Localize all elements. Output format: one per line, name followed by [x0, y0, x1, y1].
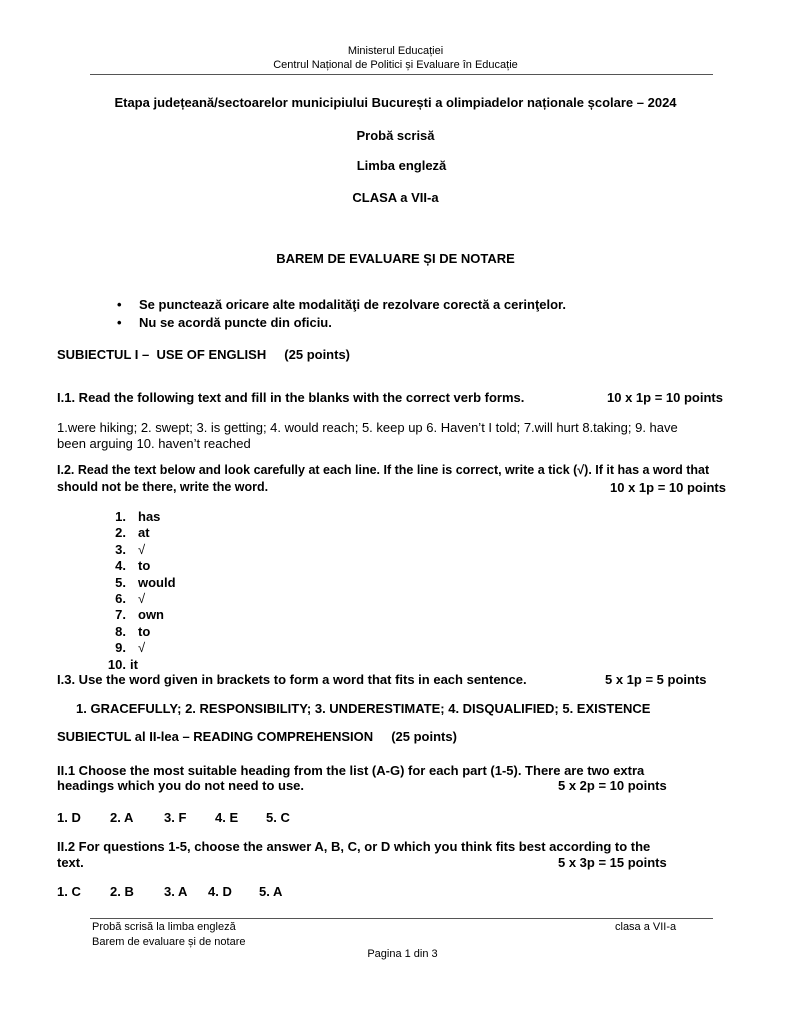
answer-item: 5. C [266, 810, 290, 825]
ii2-points: 5 x 3p = 15 points [558, 855, 667, 870]
list-item [104, 640, 176, 656]
page-title: Etapa județeană/sectoarelor municipiului București a olimpiadelor naționale școlare – 2024 [114, 95, 677, 110]
header-ministry: Ministerul Educației [347, 45, 444, 57]
list-item [104, 558, 176, 574]
answer-item: 4. D [208, 884, 232, 899]
note-item: • Nu se acordă puncte din oficiu. [115, 314, 755, 332]
i3-instruction: I.3. Use the word given in brackets to form a word that fits in each sentence. [57, 672, 527, 687]
item-value: √ [138, 591, 146, 607]
answer-item: 2. B [110, 884, 134, 899]
list-item [104, 509, 176, 525]
subject2-heading: SUBIECTUL al II-lea – READING COMPREHENSION (25 points) [57, 729, 457, 744]
note-item: • Se punctează oricare alte modalităţi de rezolvare corectă a cerinţelor. [115, 296, 755, 314]
title-subject: Limba engleză [356, 158, 447, 173]
item-number: 7. [115, 607, 126, 623]
ii1-instruction-cont: headings which you do not need to use. [57, 778, 305, 793]
ii2-instruction-cont: text. [57, 855, 84, 870]
header-center: Centrul Național de Politici și Evaluare în Educație [273, 59, 518, 71]
i2-answers [104, 509, 176, 673]
item-number: 4. [115, 558, 126, 574]
list-item [104, 542, 176, 558]
list-item [104, 607, 176, 623]
page-number: Pagina 1 din 3 [367, 948, 438, 960]
item-value: would [138, 574, 176, 590]
item-number: 1. [115, 509, 126, 524]
ii1-answers [57, 810, 290, 825]
answer-item: 5. A [259, 884, 283, 899]
item-number: 9. [115, 640, 126, 656]
item-value: has [138, 509, 161, 524]
list-item [104, 591, 176, 607]
i2-instruction: I.2. Read the text below and look carefully at each line. If the line is correct, write a tick (√). If it has a word that [57, 463, 710, 477]
barem-title: BAREM DE EVALUARE ȘI DE NOTARE [276, 251, 515, 266]
subject1-heading: SUBIECTUL I – USE OF ENGLISH (25 points) [57, 347, 351, 362]
item-number: 3. [115, 541, 126, 557]
i1-answers: 1.were hiking; 2. swept; 3. is getting; 4. would reach; 5. keep up 6. Haven’t I told; 7.will hurt 8.taking; 9. have [57, 420, 678, 435]
item-number: 6. [115, 591, 126, 607]
answer-item: 1. C [57, 884, 81, 899]
footer-class: clasa a VII-a [615, 921, 677, 933]
ii1-points: 5 x 2p = 10 points [558, 778, 667, 793]
item-value: √ [138, 640, 146, 656]
ii1-instruction: II.1 Choose the most suitable heading from the list (A-G) for each part (1-5). There are two extra [57, 763, 645, 778]
ii2-instruction: II.2 For questions 1-5, choose the answer A, B, C, or D which you think fits best according to the [57, 839, 651, 854]
ii2-answers [57, 884, 282, 899]
i1-instruction: I.1. Read the following text and fill in the blanks with the correct verb forms. [57, 390, 525, 405]
item-number: 10. [107, 656, 126, 672]
answer-item: 3. F [164, 810, 187, 825]
item-value: at [138, 525, 150, 541]
list-item [104, 657, 176, 673]
footer-barem: Barem de evaluare și de notare [92, 936, 246, 948]
list-item [104, 624, 176, 640]
title-class: CLASA a VII-a [352, 190, 439, 205]
item-value: to [138, 558, 151, 574]
header-divider [90, 74, 713, 75]
item-value: to [138, 623, 151, 639]
item-value: √ [138, 541, 146, 557]
list-item [104, 525, 176, 541]
list-item [104, 575, 176, 591]
item-number: 2. [115, 525, 126, 541]
answer-item: 4. E [215, 810, 239, 825]
title-probe: Probă scrisă [356, 128, 435, 143]
notes-list [115, 296, 755, 332]
item-number: 8. [115, 623, 126, 639]
answer-item: 2. A [110, 810, 134, 825]
i3-answers: 1. GRACEFULLY; 2. RESPONSIBILITY; 3. UNDERESTIMATE; 4. DISQUALIFIED; 5. EXISTENCE [76, 701, 651, 716]
footer-exam: Probă scrisă la limba engleză [92, 921, 236, 933]
i1-points: 10 x 1p = 10 points [607, 390, 723, 405]
footer-divider [90, 918, 713, 919]
answer-item: 1. D [57, 810, 81, 825]
i1-answers-cont: been arguing 10. haven’t reached [57, 436, 251, 451]
answer-item: 3. A [164, 884, 188, 899]
i2-instruction-cont: should not be there, write the word. [57, 480, 269, 494]
item-number: 5. [115, 574, 126, 590]
i3-points: 5 x 1p = 5 points [605, 672, 707, 687]
item-value: it [130, 656, 138, 672]
i2-points: 10 x 1p = 10 points [610, 480, 726, 495]
item-value: own [138, 607, 164, 623]
